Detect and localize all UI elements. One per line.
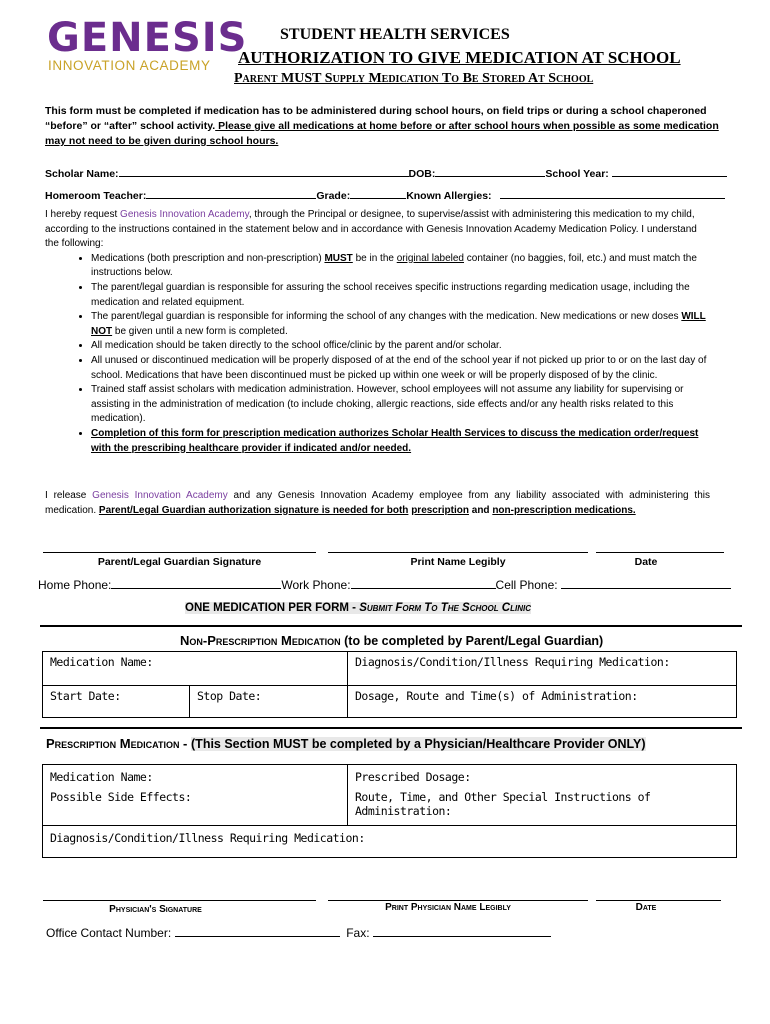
fax-label: Fax: [346,926,370,940]
office-contact-field[interactable] [175,925,340,937]
rx-med-cell[interactable] [43,765,348,826]
request-paragraph [45,208,710,252]
logo-wordmark: GENESIS [47,15,248,61]
divider [40,625,742,627]
nonrx-title: Non-Prescription Medication (to be completed by Parent/Legal Guardian) [180,633,604,648]
physician-signature-line[interactable] [43,900,316,901]
list-item: • The parent/legal guardian is responsible for informing the school of any changes with the medication. New medications or new doses WILL NOT be given until a new form is completed. [91,310,710,339]
home-phone-label: Home Phone: [38,578,112,592]
divider [40,727,742,729]
school-year-label: School Year: [545,168,609,180]
parent-signature-label: Parent/Legal Guardian Signature [97,556,262,568]
list-item: • The parent/legal guardian is responsible for assuring the school receives specific instructions regarding medication usage, including the medication and related equipment. [91,281,710,310]
allergies-field[interactable] [500,187,725,199]
work-phone-label: Work Phone: [281,578,351,592]
scholar-name-field[interactable] [119,165,409,177]
scholar-info-row [45,165,727,180]
date-label: Date [634,556,658,568]
rx-table [42,764,737,858]
physician-signature-label: Physician's Signature [109,904,202,915]
physician-print-label: Print Physician Name Legibly [385,902,511,913]
grade-field[interactable] [350,187,406,199]
nonrx-diagnosis[interactable]: Diagnosis/Condition/Illness Requiring Medication: [348,652,737,686]
nonrx-med-name[interactable]: Medication Name: [43,652,348,686]
list-item: • All unused or discontinued medication will be properly disposed of at the end of the school year if not picked up prior to or on the last day of school. Medications that have been discontinued must be picked up within one week or will be properly disposed of by the clinic. [91,354,710,383]
work-phone-field[interactable] [351,577,496,589]
request-section [45,208,710,456]
nonrx-dosage[interactable]: Dosage, Route and Time(s) of Administration: [348,686,737,718]
physician-date-label: Date [635,902,657,913]
homeroom-field[interactable] [146,187,316,199]
homeroom-label: Homeroom Teacher: [45,190,147,202]
list-item: • Trained staff assist scholars with medication administration. However, school employees will not assume any liability for supervising or assisting in the administration of medication (to include choking, allergic reactions, side effects and/or any health risks related to this medication). [91,383,710,427]
date-line[interactable] [596,552,724,553]
teacher-row [45,187,725,202]
intro-text: This form must be completed if medication has to be administered during school hours, on field trips or during a school chaperoned “before” or “after” school activity. [45,105,707,132]
request-text-a: I hereby request [45,209,121,220]
school-year-field[interactable] [612,165,727,177]
intro-underlined: Please give all medications at home before or after school hours when possible as some medication may not need to be given during school hours. [45,120,719,147]
physician-date-line[interactable] [596,900,721,901]
rx-dosage-cell[interactable] [348,765,737,826]
header-title: STUDENT HEALTH SERVICES [280,26,510,43]
cell-phone-label: Cell Phone: [495,578,558,592]
rx-side-effects: Possible Side Effects: [50,790,192,804]
cell-phone-field[interactable] [561,577,731,589]
rx-dosage: Prescribed Dosage: [355,770,471,784]
release-paragraph: I release Genesis Innovation Academy and any Genesis Innovation Academy employee from any liability associated with administering this medication. Parent/Legal Guardian authorization signature is needed for both prescription and non-prescription medications. [45,490,710,516]
print-name-line[interactable] [328,552,588,553]
header-notice: Parent MUST Supply Medication To Be Stored At School [234,71,594,86]
list-item: • Medications (both prescription and non-prescription) MUST be in the original labeled container (no baggies, foil, etc.) and must match the instructions below. [91,252,710,281]
list-item: • All medication should be taken directly to the school office/clinic by the parent and/or scholar. [91,339,710,354]
header-subtitle: AUTHORIZATION TO GIVE MEDICATION AT SCHOOL [238,48,681,67]
home-phone-field[interactable] [111,577,281,589]
allergies-label: Known Allergies: [406,190,492,202]
rx-med-name: Medication Name: [50,770,153,784]
rx-diagnosis[interactable]: Diagnosis/Condition/Illness Requiring Medication: [43,826,737,858]
policy-list [45,252,710,456]
nonrx-stop-date[interactable]: Stop Date: [190,686,348,718]
nonrx-start-date[interactable]: Start Date: [43,686,190,718]
physician-print-line[interactable] [328,900,588,901]
logo-tagline: INNOVATION ACADEMY [48,58,211,73]
parent-signature-line[interactable] [43,552,316,553]
grade-label: Grade: [316,190,351,202]
one-medication-banner: ONE MEDICATION PER FORM - Submit Form To The School Clinic [185,602,531,614]
rx-title: Prescription Medication - (This Section MUST be completed by a Physician/Healthcare Provider ONLY) [46,736,646,751]
print-name-label: Print Name Legibly [410,556,506,568]
nonrx-table [42,651,737,718]
office-contact-row [46,925,551,940]
fax-field[interactable] [373,925,551,937]
request-academy: Genesis Innovation Academy [120,209,249,220]
rx-route: Route, Time, and Other Special Instructions of Administration: [355,790,651,818]
scholar-name-label: Scholar Name: [45,168,119,180]
dob-label: DOB: [408,168,436,180]
dob-field[interactable] [435,165,545,177]
request-text-b: , through the Principal or designee, to supervise/assist with administering this medication to my child, according to the instructions contained in the statement below and in accordance with Genesis Innovation Academy Medication Policy. I understand the following: [45,209,697,250]
office-contact-label: Office Contact Number: [46,926,172,940]
phone-row [38,577,731,592]
list-item: • Completion of this form for prescription medication authorizes Scholar Health Services to discuss the medication order/request with the prescribing healthcare provider if indicated and/or needed. [91,427,710,456]
intro-paragraph [45,104,725,149]
